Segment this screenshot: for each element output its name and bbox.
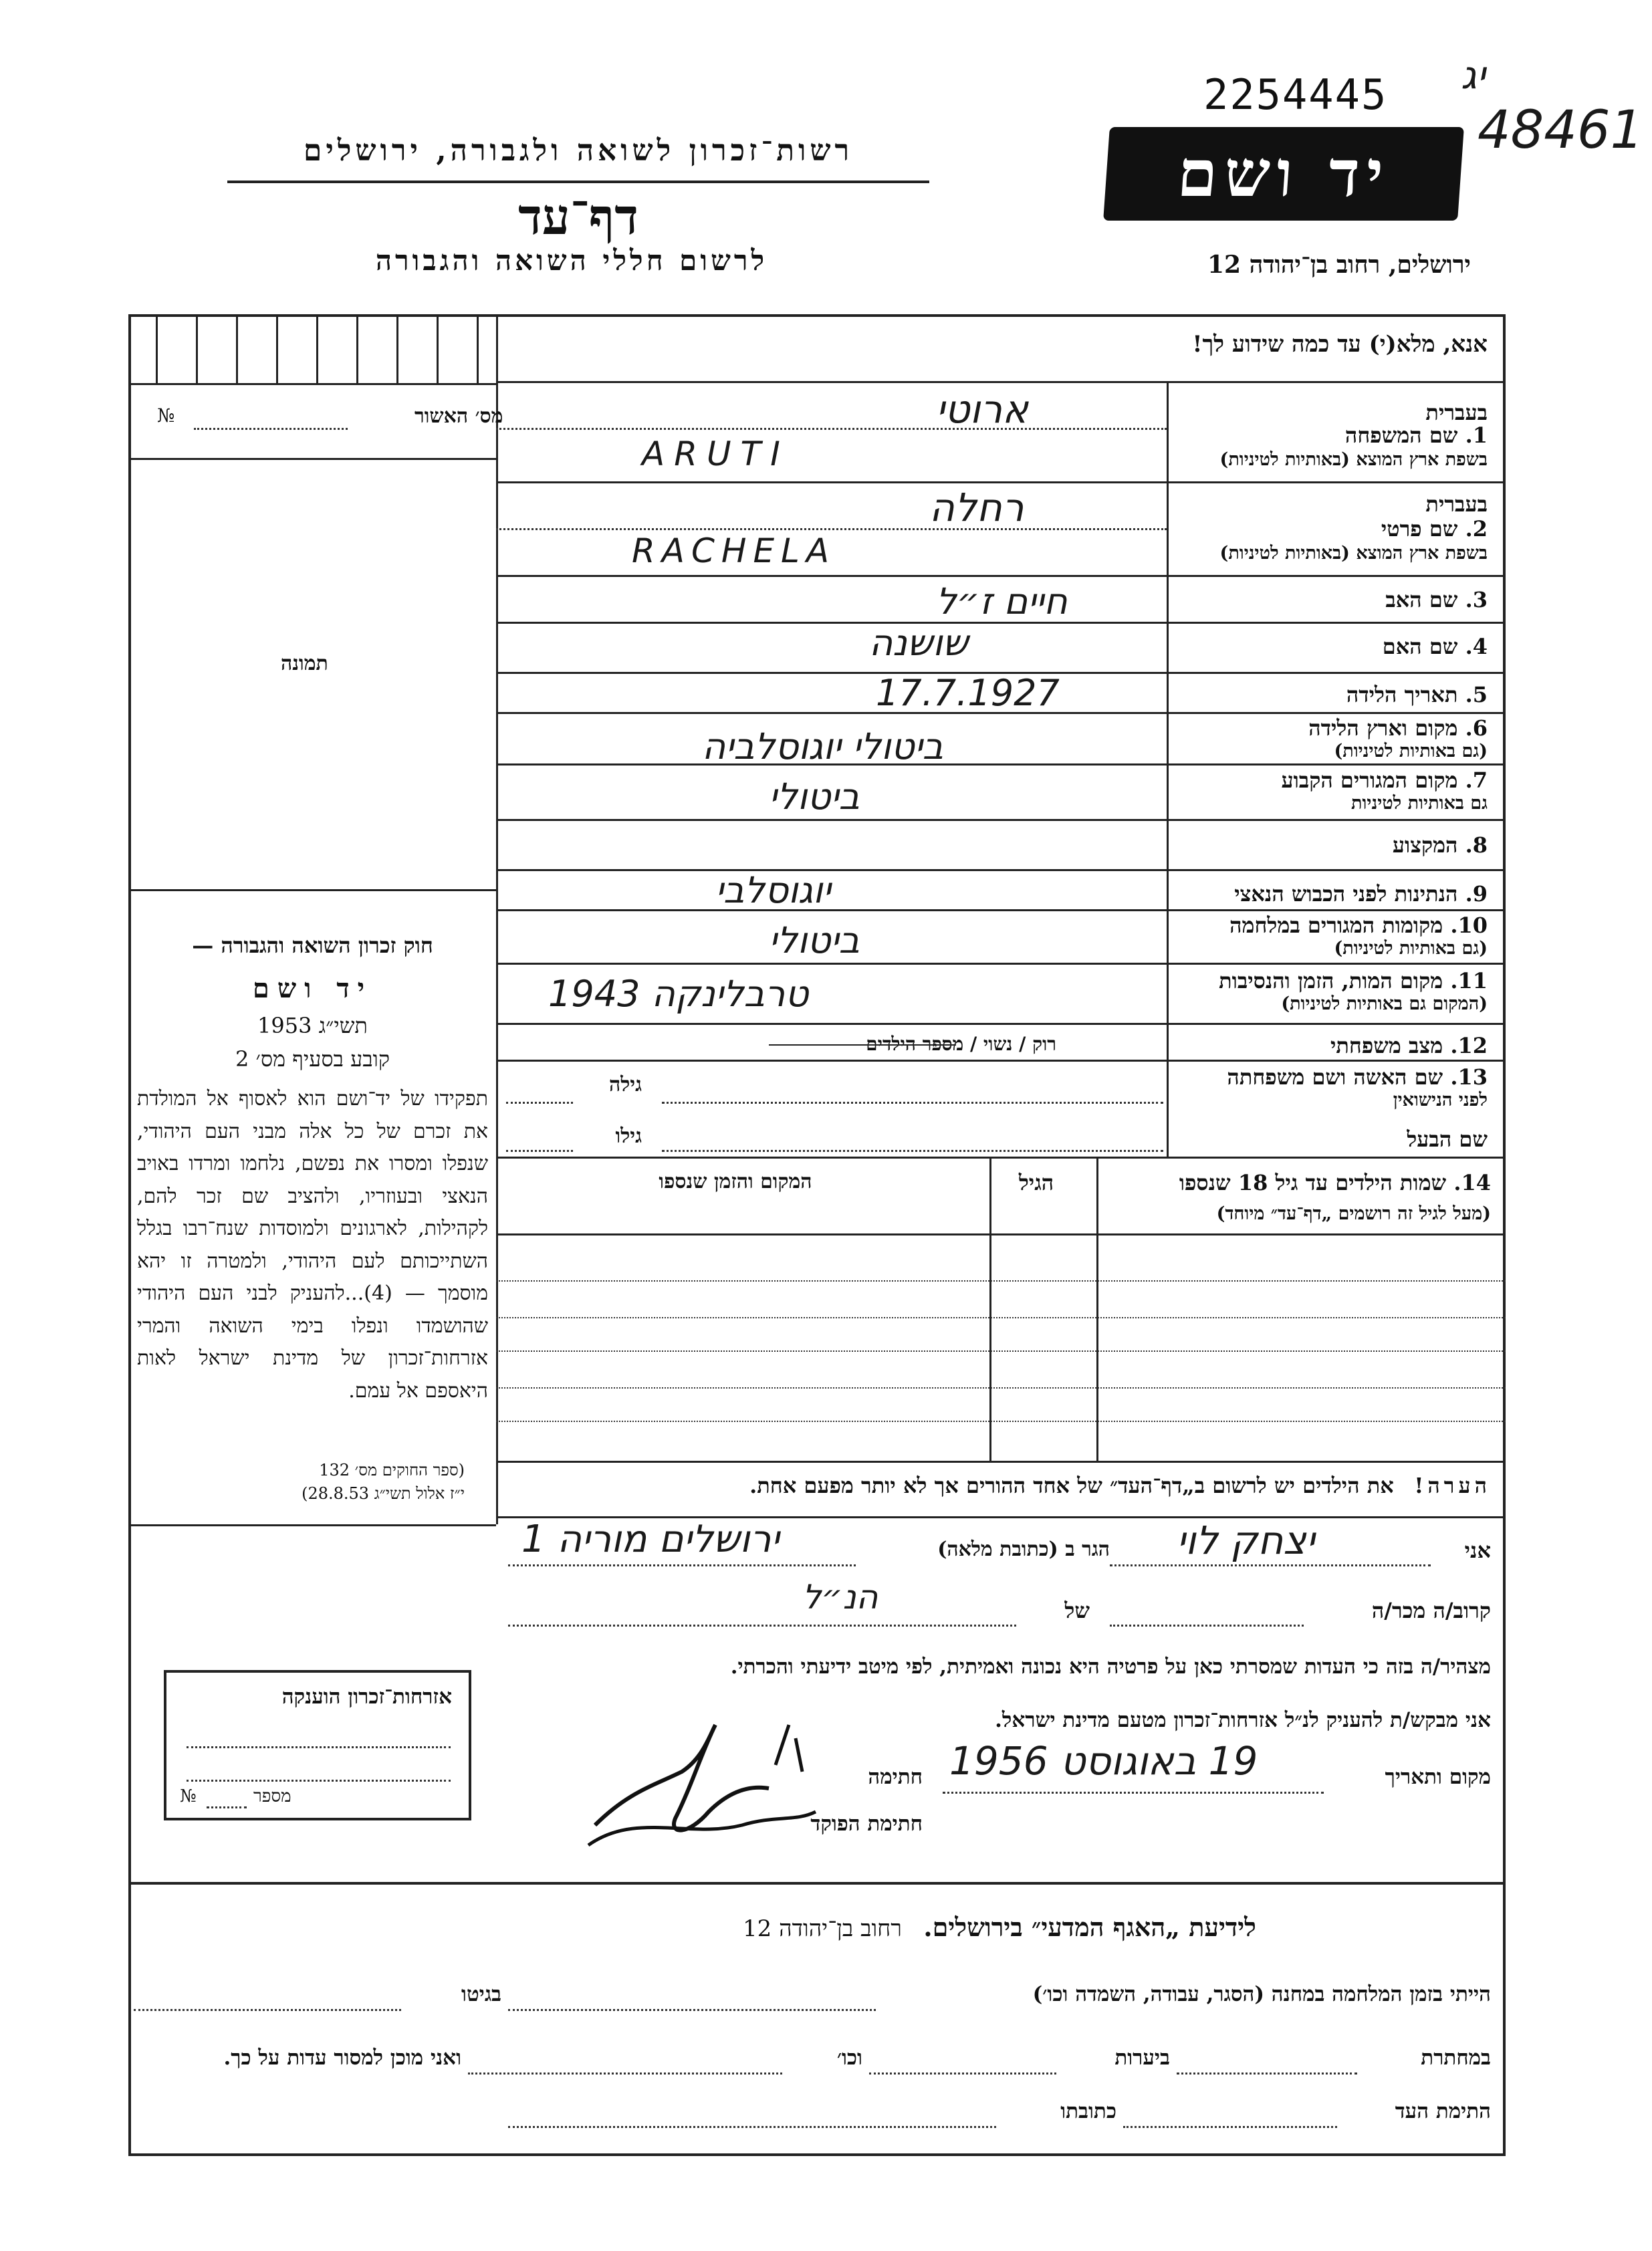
approval-barcode-box [130, 316, 496, 385]
signature-label: חתימה [868, 1765, 923, 1789]
logo-text: יד ושם [1175, 136, 1393, 211]
label-column-divider [1167, 381, 1169, 1157]
field-11-rule [496, 1023, 1506, 1025]
form-title: דף־עד [518, 189, 638, 246]
footer-line1-a: הייתי בזמן המלחמה במחנה (הסגר, עבודה, השמדה וכו׳) [1032, 1982, 1491, 2006]
officer-signature-label: חתימת הפוקד [810, 1812, 923, 1836]
footer-line2-b: ביערות [1114, 2046, 1170, 2070]
husband-name-label: שם הבעל [1407, 1127, 1488, 1152]
field-13-age-label: גילה [608, 1073, 642, 1096]
footer-line3-blank-1 [1123, 2126, 1337, 2128]
handwritten-archive-number: 48461 [1478, 100, 1644, 160]
serial-number: 2254445 [1203, 70, 1388, 119]
left-bottom-rule [128, 1524, 496, 1526]
field-12-options: רוק / נשוי / מספר הילדים [866, 1033, 1056, 1055]
citizenship-line-1 [187, 1746, 451, 1748]
law-source-2: י״ז אלול תשי״ג 28.8.53) [302, 1484, 465, 1503]
field-1-hebrew-label: בעברית [1425, 400, 1488, 425]
footer-line2-blank-2 [869, 2072, 1056, 2075]
note-label: הערה! [1414, 1473, 1491, 1498]
children-row-4 [496, 1387, 1506, 1389]
field-10-rule [496, 963, 1506, 965]
declaration-request: אני מבקש/ת להעניק לנ״ל אזרחות־זכרון מטעם מדינת ישראל. [995, 1708, 1491, 1732]
field-7-value: ביטולי [769, 776, 860, 818]
field-12-rule [496, 1060, 1506, 1062]
witness-name-line [1110, 1564, 1431, 1566]
of-line [508, 1625, 1016, 1627]
footer-line2-d: ואני מוכן למסור עדות על כך. [223, 2046, 461, 2070]
left-column-divider [496, 314, 498, 1524]
field-2-rule [496, 575, 1506, 577]
footer-line2-blank-1 [1177, 2072, 1357, 2075]
header-rule [227, 181, 929, 183]
field-9-label: 9. הנתינות לפני הכבוש הנאצי [1234, 881, 1488, 907]
field-12-label: 12. מצב משפחתי [1330, 1033, 1488, 1058]
field-10-value: ביטולי [769, 919, 860, 961]
field-11-value: טרבלינקה 1943 [548, 973, 809, 1015]
field-13-value-line [662, 1102, 1163, 1104]
field-11-sub: (המקום גם באותיות לטיניות) [1281, 993, 1488, 1014]
handwritten-code: יג [1461, 52, 1486, 98]
field-5-value: 17.7.1927 [876, 672, 1060, 714]
field-2-he-line [496, 528, 1167, 530]
of-label: של [1064, 1598, 1090, 1623]
husband-rule [496, 1157, 1506, 1159]
children-col-1 [989, 1157, 991, 1461]
declaration-i-label: אני [1464, 1538, 1491, 1563]
law-logo: יד ושם [252, 973, 373, 1004]
field-1-rule [496, 481, 1506, 483]
witness-signature [575, 1711, 829, 1859]
note-text: את הילדים יש לרשום ב„דף־העד״ של אחד ההורים אך לא יותר מפעם אחת. [749, 1473, 1394, 1498]
law-source-1: (ספר החוקים מס׳ 132 [319, 1461, 465, 1479]
place-date-line [943, 1792, 1324, 1794]
place-date-label: מקום ותאריך [1385, 1765, 1491, 1789]
photo-top-rule [130, 458, 496, 460]
field-1-he-line [496, 428, 1167, 430]
children-row-5 [496, 1421, 1506, 1422]
law-title: חוק זכרון השואה והגבורה — [192, 933, 433, 958]
photo-label: תמונה [281, 652, 328, 675]
address-line [508, 1564, 856, 1566]
law-year: תשי״ג 1953 [257, 1013, 368, 1038]
field-7-label: 7. מקום המגורים הקבוע [1281, 767, 1488, 793]
footer-line3-b: כתובתו [1060, 2099, 1116, 2123]
relation-label: קרוב/ה מכר/ה [1371, 1598, 1491, 1623]
field-5-label: 5. תאריך הלידה [1346, 682, 1488, 707]
children-row-3 [496, 1350, 1506, 1352]
children-place-header: המקום והזמן שנספו [659, 1170, 812, 1193]
children-row-1 [496, 1280, 1506, 1282]
law-section: קובע בסעיף מס׳ 2 [235, 1046, 390, 1072]
field-6-sub: (גם באותיות לטיניות) [1334, 741, 1488, 761]
footer-heading: לידיעת „האגף המדעי״ בירושלים. [923, 1912, 1256, 1942]
field-1-label: 1. שם המשפחה [1344, 423, 1488, 448]
yad-vashem-logo [1103, 127, 1464, 221]
field-13-age-line [506, 1102, 573, 1104]
field-1-sub: בשפת ארץ המוצא (באותיות לטיניות) [1219, 449, 1488, 470]
approval-number-line [194, 428, 348, 430]
field-13-label: 13. שם האשה ושם משפחתה [1227, 1064, 1488, 1090]
citizenship-box-title: אזרחות־זכרון הוענקה [281, 1685, 452, 1709]
approval-number-label: מס׳ האשור [415, 404, 503, 428]
field-4-label: 4. שם האם [1382, 634, 1488, 659]
field-4-value: שושנה [869, 622, 969, 664]
resides-label: הגר ב (כתובת מלאה) [937, 1538, 1110, 1561]
footer-heading-row [508, 1912, 1491, 1943]
footer-line2-blank-3 [468, 2072, 782, 2075]
children-age-header: הגיל [1018, 1170, 1054, 1195]
field-3-rule [496, 622, 1506, 624]
relation-value: הנ״ל [802, 1578, 878, 1617]
field-5-rule [496, 712, 1506, 714]
form-subtitle: לרשום חללי השואה והגבורה [375, 244, 768, 277]
footer-line2-c: וכו׳ [836, 2046, 862, 2070]
header-address: ירושלים, רחוב בן־יהודה 12 [1207, 251, 1471, 279]
children-header-rule [496, 1233, 1506, 1235]
children-col-2 [1096, 1157, 1098, 1461]
field-1-value-hebrew: ארוטי [936, 386, 1028, 432]
field-6-value: ביטולי יוגוסלביה [702, 725, 944, 767]
field-8-label: 8. המקצוע [1392, 832, 1488, 858]
children-row-2 [496, 1317, 1506, 1318]
declaration-statement: מצהיר/ה בזה כי העדות שמסרתי כאן על פרטיה היא נכונה ואמיתית, לפי מיטב ידיעתי והכרתי. [730, 1655, 1491, 1679]
children-bottom-rule [496, 1461, 1506, 1463]
instructions-text: אנא, מלא(י) עד כמה שידוע לך! [1192, 331, 1488, 358]
footer-line3-blank-2 [508, 2126, 996, 2128]
footer-line3-a: התימת העד [1395, 2099, 1491, 2123]
law-text: תפקידו של יד־ושם הוא לאסוף אל המולדת את זכרם של כל אלה מבני העם היהודי, שנפלו ומסרו את נפשם, נלחמו ומרדו באויב הנאצי ובעוזריו, ולהציב שם זכר להם, לקהילות, לארגונים ולמוסדות שנח־רבו בגלל השתייכותם לעם היהודי, ולמטרה זו יהא מוסמך — (4)...להעניק לבני העם היהודי שהושמדו ונפלו בימי השואה והמרי אזרחות־זכרון של מדינת ישראל לאות היאספם אל עמם. [137, 1087, 489, 1403]
instruction-rule [496, 381, 1506, 383]
approval-no-symbol: № [157, 404, 175, 427]
field-7-sub: גם באותיות לטיניות [1351, 793, 1488, 814]
witness-name: יצחק לוי [1177, 1518, 1315, 1563]
footer-line1-blank [508, 2009, 876, 2011]
field-8-rule [496, 869, 1506, 871]
citizenship-box [164, 1670, 471, 1820]
children-title: 14. שמות הילדים עד גיל 18 שנספו [1179, 1170, 1491, 1195]
field-2-value-hebrew: רחלה [929, 485, 1024, 530]
citizenship-number-label: מספר [253, 1786, 291, 1806]
citizenship-number-line [207, 1806, 247, 1808]
footer-line1-b: בגיטו [461, 1982, 501, 2006]
field-13-sub: לפני הנישואין [1393, 1090, 1488, 1110]
field-7-rule [496, 819, 1506, 821]
field-3-value: חיים ז״ל [936, 580, 1068, 622]
field-2-value-latin: RACHELA [632, 531, 836, 570]
witness-address: ירושלים מוריה 1 [521, 1518, 780, 1561]
field-10-sub: (גם באותיות לטיניות) [1334, 938, 1488, 959]
field-2-sub: בשפת ארץ המוצא (באותיות לטיניות) [1219, 543, 1488, 564]
field-1-value-latin: ARUTI [642, 435, 790, 473]
field-3-label: 3. שם האב [1385, 587, 1488, 612]
field-2-label: 2. שם פרטי [1381, 516, 1488, 542]
organization-name: רשות־זכרון לשואה ולגבורה, ירושלים [303, 134, 854, 168]
field-12-strike [769, 1044, 956, 1046]
field-6-label: 6. מקום וארץ הלידה [1308, 715, 1488, 741]
footer-top-rule [128, 1882, 1506, 1885]
field-2-hebrew-label: בעברית [1425, 491, 1488, 517]
husband-age-label: גילו [615, 1124, 642, 1148]
footer-address: רחוב בן־יהודה 12 [743, 1915, 902, 1942]
field-10-label: 10. מקומות המגורים במלחמה [1229, 913, 1488, 938]
field-9-value: יוגוסלבי [715, 869, 831, 911]
husband-value-line [662, 1150, 1163, 1152]
note-row [508, 1473, 1491, 1498]
husband-age-line [506, 1150, 573, 1152]
citizenship-line-2 [187, 1780, 451, 1782]
photo-bottom-rule [130, 889, 496, 891]
field-9-rule [496, 909, 1506, 911]
field-6-rule [496, 763, 1506, 765]
place-date-value: 19 באוגוסט 1956 [949, 1738, 1258, 1784]
relation-line [1110, 1625, 1304, 1627]
citizenship-number-symbol: № [180, 1786, 197, 1806]
field-11-label: 11. מקום המות, הזמן והנסיבות [1219, 968, 1488, 993]
footer-line1-ghetto-blank [134, 2009, 401, 2011]
footer-line2-a: במחתרת [1421, 2046, 1491, 2070]
children-sub: (מעל לגיל זה רושמים „דף־עד״ מיוחד) [1216, 1203, 1491, 1224]
